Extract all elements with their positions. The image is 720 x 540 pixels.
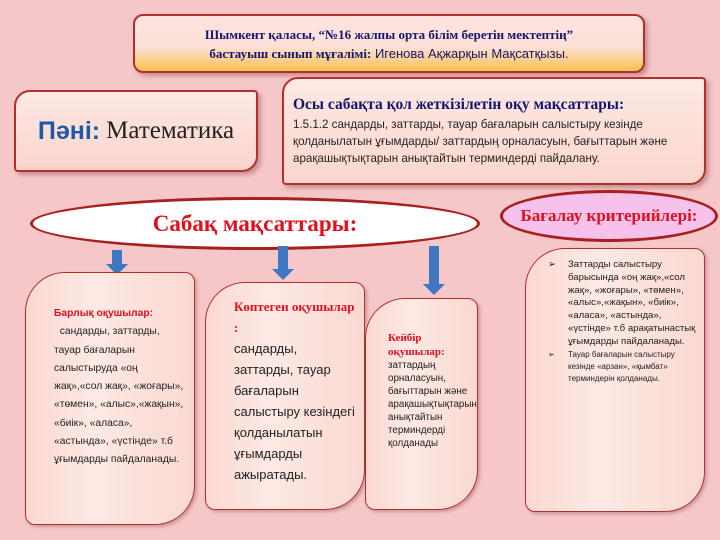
scroll-some-students (365, 298, 478, 510)
subject-value: Математика (106, 117, 235, 144)
teacher-name: Игенова Ақжарқын Мақсатқызы. (371, 46, 569, 61)
group-text: сандарды, заттарды, тауар бағаларын салыстыру кезіндегі қолданылатын ұғымдарды ажыратады. (234, 341, 355, 482)
group-heading: Кейбір оқушылар: (388, 332, 445, 358)
criteria-ellipse (500, 190, 718, 242)
criteria-item (548, 259, 698, 349)
subject-label: Пәні: (37, 116, 101, 145)
group-text: сандарды, заттарды, тауар бағаларын салыстыруда «оң жақ»,«сол жақ», «жоғары», «төмен», «алыс»,«жақын», «биік», «аласа», «астында», «үстінде» т.б ұғымдарды пайдаланады. (54, 326, 187, 466)
header-banner (133, 14, 645, 73)
objectives-title: Осы сабақта қол жеткізілетін оқу мақсаттары: (293, 96, 625, 113)
arrow-bullet-icon: ➢ (548, 349, 555, 359)
arrow-bullet-icon: ➢ (548, 259, 557, 270)
criteria-item (548, 349, 698, 385)
scroll-criteria (525, 248, 705, 512)
scroll-all-students (25, 272, 195, 525)
lesson-goals-title: Сабақ мақсаттары: (152, 210, 358, 236)
group-heading: Барлық оқушылар: (54, 308, 154, 319)
scroll-many-students (205, 282, 365, 510)
criteria-title: Бағалау критерийлері: (520, 206, 698, 225)
down-arrow-icon (273, 246, 293, 280)
objectives-box (282, 77, 706, 185)
criteria-text: Заттарды салыстыру барысында «оң жақ»,«сол жақ», «жоғары», «төмен», «алыс»,«жақын», «биік», «аласа», «астында», «үстінде» т.б арақатынастық ұғымдарды пайдаланады. (568, 259, 696, 347)
school-line: Шымкент қаласы, “№16 жалпы орта білім беретін мектептің” (204, 27, 574, 42)
criteria-text: Тауар бағаларын салыстыру кезінде «арзан», «қымбат» терминдерін қолданады. (568, 349, 675, 383)
group-heading: Көптеген оқушылар : (234, 299, 355, 335)
down-arrow-icon (424, 246, 444, 295)
group-text: заттардың орналасуын, бағыттарын және арақашықтықтарын анықтайтын терминдерді қолданады (388, 360, 477, 449)
subject-box (14, 90, 258, 172)
objectives-text: 1.5.1.2 сандарды, заттарды, тауар бағаларын салыстыру кезінде қолданылатын ұғымдарды/ заттардың орналасуын, бағыттарын және арақашықтықтарын анықтайтын терминдерді пайдалану. (293, 118, 668, 165)
teacher-label: бастауыш сынып мұғалімі: (209, 46, 372, 61)
lesson-goals-ellipse (30, 197, 480, 250)
